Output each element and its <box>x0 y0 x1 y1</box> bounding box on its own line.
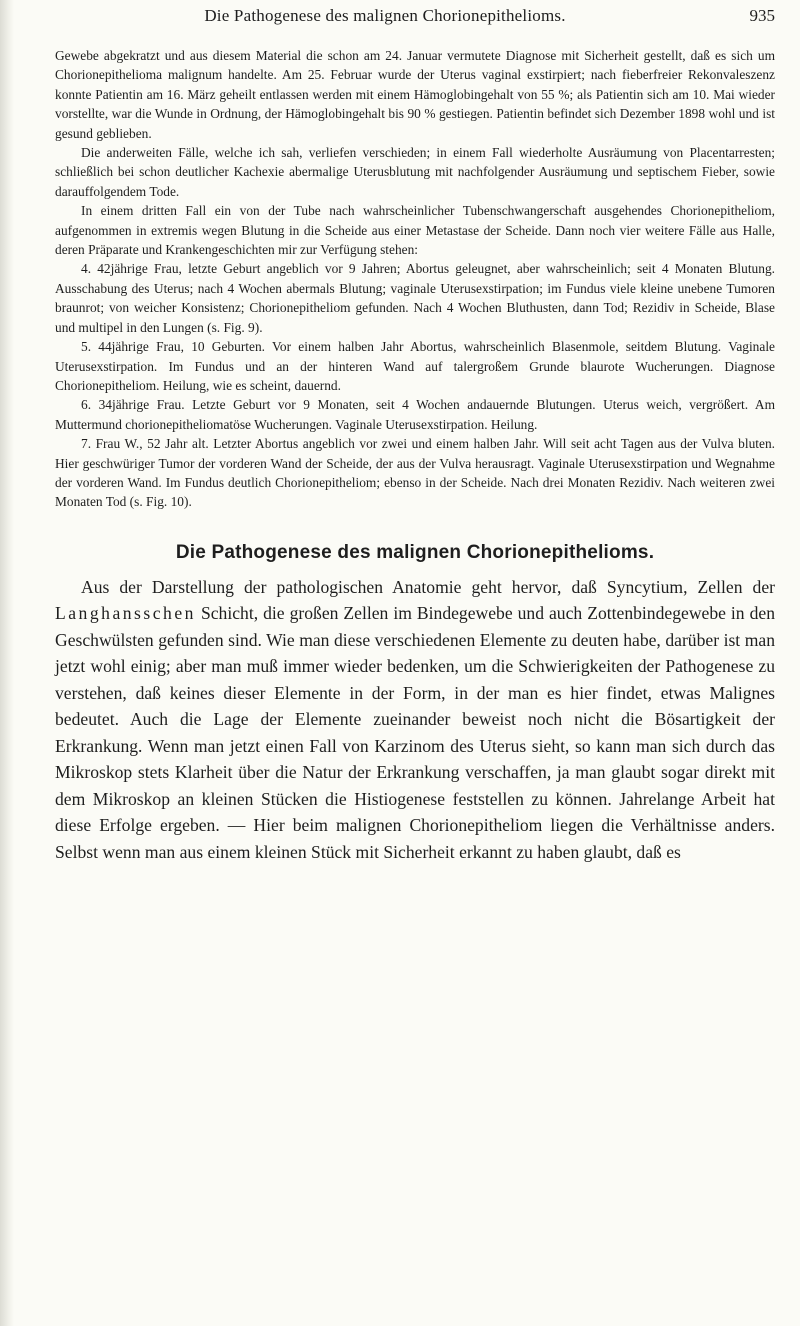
case-reports-block <box>55 46 775 512</box>
case-4: 4. 42jährige Frau, letzte Geburt angeblich vor 9 Jahren; Abortus geleugnet, aber wahrscheinlich; seit 4 Monaten Blutung. Ausschabung des Uterus; nach 4 Wochen abermals Blutung; vaginale Uterusexstirpation; im Fundus viele kleine unebene Tumoren braunrot; von weicher Konsistenz; Chorionepitheliom gefunden. Nach 4 Wochen Bluthusten, dann Tod; Rezidiv in Scheide, Blase und multipel in den Lungen (s. Fig. 9). <box>55 261 775 335</box>
page-number: 935 <box>749 6 775 25</box>
running-head <box>55 6 775 46</box>
document-page <box>55 0 775 1326</box>
paragraph-third-case: In einem dritten Fall ein von der Tube nach wahrscheinlicher Tubenschwangerschaft ausgehendes Chorionepitheliom, aufgenommen in extremis wegen Blutung in die Scheide aus einer Metastase der Scheide. Dann noch vier weitere Fälle aus Halle, deren Präparate und Krankengeschichten mir zur Verfügung stehen: <box>55 203 775 258</box>
paragraph-continuation: Gewebe abgekratzt und aus diesem Material die schon am 24. Januar vermutete Diagnose mit Sicherheit gestellt, daß es sich um Chorionepithelioma malignum handelte. Am 25. Februar wurde der Uterus vaginal exstirpiert; nach fieberfreier Rekonvaleszenz konnte Patientin am 16. März geheilt entlassen werden mit einem Hämoglobingehalt von 55 %; als Patientin sich am 10. Mai wieder vorstellte, war die Wunde in Ordnung, der Hämoglobingehalt bis 90 % gestiegen. Patientin befindet sich Dezember 1898 wohl und ist gesund geblieben. <box>55 48 775 141</box>
author-name-langhans: Langhansschen <box>55 603 196 624</box>
section-body-start: Aus der Darstellung der pathologischen Anatomie geht hervor, daß Syncytium, Zellen der <box>81 576 775 597</box>
section-body-end: Schicht, die großen Zellen im Bindegewebe und auch Zottenbindegewebe in den Geschwülsten gefunden sind. Wie man diese verschiedenen Elemente zu deuten habe, darüber ist man jetzt wohl einig; aber man muß immer wieder bedenken, um die Schwierigkeiten der Pathogenese zu verstehen, daß keines dieser Elemente in der Form, in der man es hier findet, etwas Malignes bedeutet. Auch die Lage der Elemente zueinander beweist noch nicht die Bösartigkeit der Erkrankung. Wenn man jetzt einen Fall von Karzinom des Uterus sieht, so kann man sich durch das Mikroskop stets Klarheit über die Natur der Erkrankung verschaffen, ja man glaubt sogar direkt mit dem Mikroskop an kleinen Stücken die Histiogenese feststellen zu können. Jahrelange Arbeit hat diese Erfolge ergeben. — Hier beim malignen Chorionepitheliom liegen die Verhältnisse anders. Selbst wenn man aus einem kleinen Stück mit Sicherheit erkannt zu haben glaubt, daß es <box>55 603 775 862</box>
case-6: 6. 34jährige Frau. Letzte Geburt vor 9 Monaten, seit 4 Wochen andauernde Blutungen. Uterus weich, vergrößert. Am Muttermund chorionepitheliomatöse Wucherungen. Vaginale Uterusexstirpation. Heilung. <box>55 397 775 432</box>
case-5: 5. 44jährige Frau, 10 Geburten. Vor einem halben Jahr Abortus, wahrscheinlich Blasenmole, seitdem Blutung. Vaginale Uterusexstirpation. Im Fundus und an der hinteren Wand auf talergroßem Grunde blaurote Wucherungen. Diagnose Chorionepitheliom. Heilung, wie es scheint, dauernd. <box>55 339 775 393</box>
section-heading: Die Pathogenese des malignen Chorionepithelioms. <box>175 541 655 563</box>
section-body <box>55 574 775 866</box>
book-spine-shadow <box>0 0 14 1326</box>
running-title: Die Pathogenese des malignen Chorionepithelioms. <box>204 6 566 25</box>
paragraph-other-cases: Die anderweiten Fälle, welche ich sah, verliefen verschieden; in einem Fall wiederholte Ausräumung von Placentarresten; schließlich bei schon deutlicher Kachexie abermalige Uterusblutung mit nachfolgender Ausräumung und septischem Fieber, sowie darauffolgendem Tode. <box>55 145 775 199</box>
case-7: 7. Frau W., 52 Jahr alt. Letzter Abortus angeblich vor zwei und einem halben Jahr. Will seit acht Tagen aus der Vulva bluten. Hier geschwüriger Tumor der vorderen Wand der Scheide, der aus der Vulva herausragt. Vaginale Uterusexstirpation und Wegnahme der vorderen Wand. Im Fundus deutlich Chorionepitheliom; ebenso in der Scheide. Nach drei Monaten Rezidiv. Nach weiteren zwei Monaten Tod (s. Fig. 10). <box>55 436 775 510</box>
